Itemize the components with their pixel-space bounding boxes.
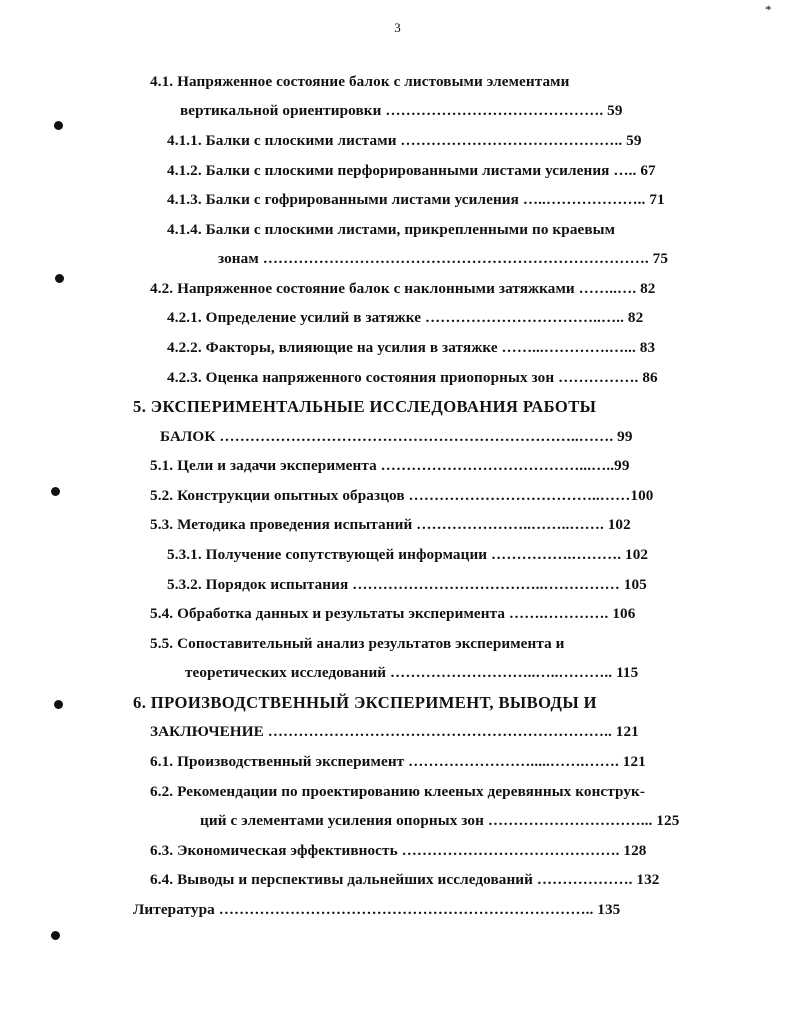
toc-entry-5: 5. ЭКСПЕРИМЕНТАЛЬНЫЕ ИССЛЕДОВАНИЯ РАБОТЫ <box>133 397 597 416</box>
toc-entry-6-2-cont: ций с элементами усиления опорных зон …………………………... 125 <box>200 812 680 829</box>
toc-entry-6-3: 6.3. Экономическая эффективность ……………………………………. 128 <box>150 842 647 859</box>
toc-entry-6-4: 6.4. Выводы и перспективы дальнейших исследований ………………. 132 <box>150 871 660 888</box>
toc-entry-4-2-2: 4.2.2. Факторы, влияющие на усилия в затяжке ……...………….…... 83 <box>167 339 656 356</box>
toc-entry-6-cont: ЗАКЛЮЧЕНИЕ ………………………………………………………….. 121 <box>150 723 639 740</box>
toc-entry-4-1-2: 4.1.2. Балки с плоскими перфорированными листами усиления ….. 67 <box>167 162 656 179</box>
toc-entry-4-1-4-cont: зонам …………………………………………………………………. 75 <box>218 250 669 267</box>
toc-entry-literature: Литература ……………………………………………………………….. 135 <box>133 901 621 918</box>
toc-entry-4-1: 4.1. Напряженное состояние балок с листовыми элементами <box>150 73 570 90</box>
toc-entry-4-2: 4.2. Напряженное состояние балок с наклонными затяжками ……..…. 82 <box>150 280 656 297</box>
toc-entry-5-3-1: 5.3.1. Получение сопутствующей информации …………….………. 102 <box>167 546 649 563</box>
corner-mark: * <box>765 2 772 17</box>
page-number: 3 <box>394 20 401 35</box>
toc-entry-4-1-cont: вертикальной ориентировки ……………………………………. 59 <box>180 102 623 119</box>
toc-entry-6-2: 6.2. Рекомендации по проектированию клееных деревянных конструк- <box>150 783 646 800</box>
toc-entry-4-2-1: 4.2.1. Определение усилий в затяжке ……………………………..….. 82 <box>167 309 644 326</box>
toc-entry-4-1-1: 4.1.1. Балки с плоскими листами …………………………………….. 59 <box>167 132 642 149</box>
toc-entry-5-cont: БАЛОК ……………………………………………………………..……. 99 <box>160 428 633 445</box>
toc-entry-5-2: 5.2. Конструкции опытных образцов ………………………………..……100 <box>150 487 654 504</box>
toc-entry-4-2-3: 4.2.3. Оценка напряженного состояния приопорных зон ……………. 86 <box>167 369 658 386</box>
toc-entry-5-5: 5.5. Сопоставительный анализ результатов эксперимента и <box>150 635 565 652</box>
toc-entry-5-3-2: 5.3.2. Порядок испытания ………………………………..…………… 105 <box>167 576 647 593</box>
toc-entry-6-1: 6.1. Производственный эксперимент …………………….....…….……. 121 <box>150 753 646 770</box>
toc-entry-5-4: 5.4. Обработка данных и результаты эксперимента …….…………. 106 <box>150 605 636 622</box>
toc-entry-4-1-3: 4.1.3. Балки с гофрированными листами усиления …..……………….. 71 <box>167 191 665 208</box>
toc-entry-6: 6. ПРОИЗВОДСТВЕННЫЙ ЭКСПЕРИМЕНТ, ВЫВОДЫ И <box>133 693 597 712</box>
toc-entry-5-5-cont: теоретических исследований ………………………..…..……….. 115 <box>185 664 639 681</box>
toc-entry-4-1-4: 4.1.4. Балки с плоскими листами, прикрепленными по краевым <box>167 221 616 238</box>
toc-entry-5-3: 5.3. Методика проведения испытаний …………………..……..……. 102 <box>150 516 631 533</box>
toc-entry-5-1: 5.1. Цели и задачи эксперимента …………………………………...…..99 <box>150 457 630 474</box>
